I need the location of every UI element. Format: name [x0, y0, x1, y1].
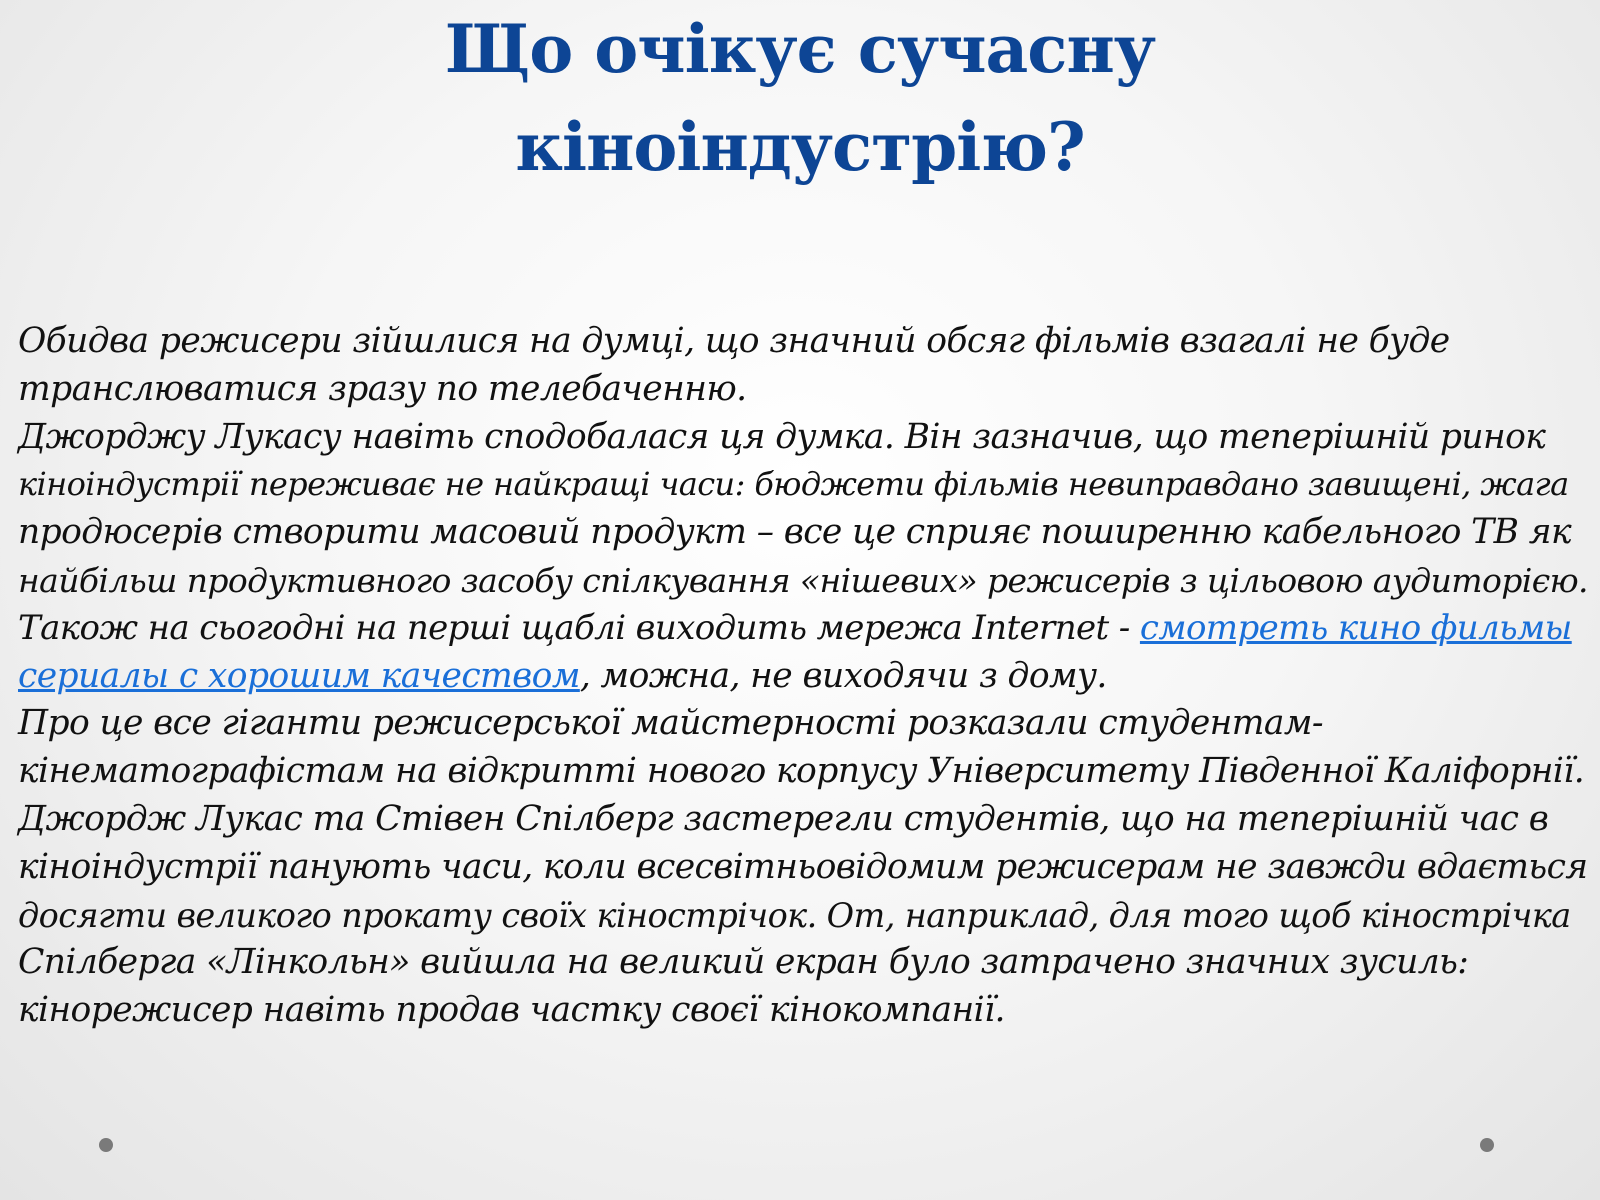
movies-link-part-1[interactable]: смотреть кино фильмы	[1139, 607, 1572, 648]
body-line: транслюватися зразу по телебаченню.	[18, 368, 747, 409]
slide-title	[0, 0, 1600, 196]
decorative-dot-left	[99, 1138, 113, 1152]
body-line: Спілберга «Лінкольн» вийшла на великий екран було затрачено значних зусиль:	[18, 942, 1469, 983]
internet-line-prefix: Також на сьогодні на перші щаблі виходить мережа Internet -	[18, 607, 1140, 648]
slide-body-text	[18, 318, 1588, 1035]
body-line: найбільш продуктивного засобу спілкування «нішевих» режисерів з цільовою аудиторією.	[18, 560, 1588, 600]
movies-link-part-2[interactable]: сериалы с хорошим качеством	[18, 655, 580, 696]
decorative-dot-right	[1480, 1138, 1494, 1152]
body-line: кіноіндустрії панують часи, коли всесвітньовідомим режисерам не завжди вдається	[18, 846, 1588, 887]
body-line-internet	[18, 605, 1588, 653]
body-line: кіноіндустрії переживає не найкращі часи: бюджети фільмів невиправдано завищені, жага	[18, 465, 1569, 504]
body-line: кінематографістам на відкритті нового корпусу Університету Південної Каліфорнії.	[18, 751, 1585, 792]
body-line: Джордж Лукас та Стівен Спілберг застерегли студентів, що на теперішній час в	[18, 798, 1549, 839]
body-line: Обидва режисери зійшлися на думці, що значний обсяг фільмів взагалі не буде	[18, 321, 1450, 361]
body-line: досягти великого прокату своїх кінострічок. От, наприклад, для того щоб кінострічка	[18, 895, 1571, 935]
body-line: Джорджу Лукасу навіть сподобалася ця думка. Він зазначив, що теперішній ринок	[18, 416, 1546, 457]
body-line: продюсерів створити масовий продукт – все це сприяє поширенню кабельного ТВ як	[18, 512, 1571, 553]
body-line-link-continued	[18, 653, 1588, 701]
slide-title-line-2: кіноіндустрію?	[515, 108, 1085, 186]
link-suffix: , можна, не виходячи з дому.	[579, 655, 1107, 696]
slide-title-line-1: Що очікує сучасну	[444, 10, 1156, 88]
body-line: кінорежисер навіть продав частку своєї кінокомпанії.	[18, 990, 1005, 1031]
body-line: Про це все гіганти режисерської майстерності розказали студентам-	[18, 703, 1323, 744]
